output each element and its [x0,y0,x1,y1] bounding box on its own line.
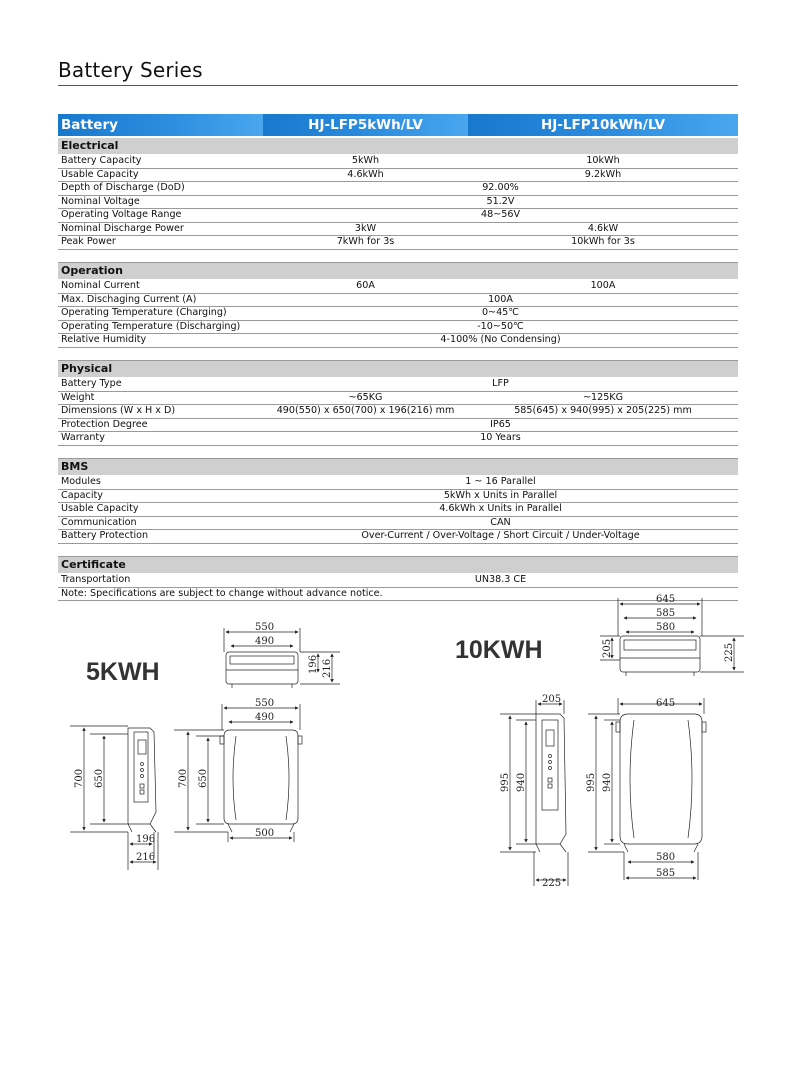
dim-5-side-216: 216 [136,852,156,863]
table-row [58,334,738,348]
row-value-shared: 92.00% [263,182,738,196]
row-value-5kwh: 4.6kWh [263,168,468,182]
row-value-shared: 0~45℃ [263,307,738,321]
dim-10-front-645: 645 [656,698,676,709]
dim-5-front-490: 490 [255,712,275,723]
title-divider [58,85,738,86]
row-label: Nominal Current [58,280,263,294]
table-row [58,195,738,209]
dim-10-top-580: 580 [656,622,676,633]
5kwh-top-view [224,628,340,688]
table-row [58,293,738,307]
table-row [58,432,738,446]
dim-10-top-205: 205 [602,638,613,658]
dim-5-side-700: 700 [74,768,85,788]
dim-10-top-585: 585 [656,608,676,619]
row-value-shared: 51.2V [263,195,738,209]
row-value-10kwh: 10kWh [468,155,738,169]
5kwh-side-view [70,726,158,870]
section-title: Certificate [58,557,738,574]
5kwh-front-view [174,704,302,842]
dim-10-top-225: 225 [724,642,735,662]
section-title: BMS [58,459,738,476]
spec-table [58,114,738,601]
row-value-shared: 4-100% (No Condensing) [263,334,738,348]
table-row [58,391,738,405]
header-model-5kwh: HJ-LFP5kWh/LV [263,114,468,137]
table-row [58,307,738,321]
row-label: Operating Temperature (Discharging) [58,320,263,334]
row-value-shared: LFP [263,378,738,392]
row-label: Communication [58,516,263,530]
row-label: Depth of Discharge (DoD) [58,182,263,196]
dim-10-front-585: 585 [656,868,676,879]
row-value-5kwh: 5kWh [263,155,468,169]
table-row [58,418,738,432]
table-row [58,378,738,392]
table-row [58,489,738,503]
row-value-10kwh: 100A [468,280,738,294]
label-5kwh: 5KWH [86,658,160,686]
row-value-shared: UN38.3 CE [263,574,738,588]
row-value-shared: -10~50℃ [263,320,738,334]
table-row [58,320,738,334]
label-10kwh: 10KWH [455,636,543,664]
dim-5-front-550: 550 [255,698,275,709]
section-header-row [58,263,738,280]
row-value-5kwh: 490(550) x 650(700) x 196(216) mm [263,405,468,419]
dim-5-top-550: 550 [255,622,275,633]
table-row [58,168,738,182]
section-header-row [58,459,738,476]
dim-10-front-995: 995 [586,772,597,792]
section-title: Operation [58,263,738,280]
table-row [58,155,738,169]
row-label: Warranty [58,432,263,446]
row-label: Usable Capacity [58,168,263,182]
page-title: Battery Series [58,58,203,82]
dim-5-top-490: 490 [255,636,275,647]
footnote: Note: Specifications are subject to change without advance notice. [58,587,738,601]
dim-10-side-995: 995 [500,772,511,792]
row-value-5kwh: 3kW [263,222,468,236]
row-value-5kwh: ~65KG [263,391,468,405]
dim-5-side-650: 650 [94,768,105,788]
section-gap [58,249,738,263]
row-label: Transportation [58,574,263,588]
row-value-10kwh: 10kWh for 3s [468,236,738,250]
dim-10-top-645: 645 [656,594,676,605]
row-value-10kwh: 4.6kW [468,222,738,236]
dimension-drawings [0,580,794,910]
table-row [58,503,738,517]
row-value-shared: 100A [263,293,738,307]
row-label: Nominal Discharge Power [58,222,263,236]
row-label: Dimensions (W x H x D) [58,405,263,419]
table-row [58,236,738,250]
dim-10-side-225: 225 [542,878,562,889]
row-value-shared: Over-Current / Over-Voltage / Short Circuit / Under-Voltage [263,530,738,544]
row-value-shared: 48~56V [263,209,738,223]
header-battery: Battery [58,114,263,137]
table-row [58,222,738,236]
row-label: Battery Protection [58,530,263,544]
row-value-shared: 10 Years [263,432,738,446]
header-model-10kwh: HJ-LFP10kWh/LV [468,114,738,137]
row-label: Peak Power [58,236,263,250]
row-label: Operating Voltage Range [58,209,263,223]
row-value-5kwh: 7kWh for 3s [263,236,468,250]
row-value-10kwh: 585(645) x 940(995) x 205(225) mm [468,405,738,419]
row-label: Battery Capacity [58,155,263,169]
row-label: Usable Capacity [58,503,263,517]
table-row [58,280,738,294]
row-value-shared: 1 ~ 16 Parallel [263,476,738,490]
dim-5-front-500: 500 [255,828,275,839]
dim-5-top-196: 196 [308,654,319,674]
section-header-row [58,557,738,574]
dim-5-top-216: 216 [322,658,333,678]
row-label: Nominal Voltage [58,195,263,209]
dim-5-front-650: 650 [198,768,209,788]
table-row [58,405,738,419]
table-row [58,476,738,490]
row-label: Capacity [58,489,263,503]
10kwh-side-view [500,700,568,886]
row-label: Operating Temperature (Charging) [58,307,263,321]
row-label: Battery Type [58,378,263,392]
row-label: Modules [58,476,263,490]
row-value-shared: 4.6kWh x Units in Parallel [263,503,738,517]
table-row [58,530,738,544]
table-header-row [58,114,738,137]
dim-5-side-196: 196 [136,834,156,845]
row-value-10kwh: ~125KG [468,391,738,405]
row-value-shared: IP65 [263,418,738,432]
row-label: Weight [58,391,263,405]
table-row [58,209,738,223]
section-title: Physical [58,361,738,378]
table-row [58,516,738,530]
dim-10-side-940: 940 [516,772,527,792]
row-label: Protection Degree [58,418,263,432]
section-gap [58,445,738,459]
section-title: Electrical [58,137,738,155]
section-gap [58,543,738,557]
row-label: Relative Humidity [58,334,263,348]
dim-5-front-700: 700 [178,768,189,788]
section-header-row [58,361,738,378]
dim-10-front-580: 580 [656,852,676,863]
row-value-shared: 5kWh x Units in Parallel [263,489,738,503]
section-gap [58,347,738,361]
row-value-shared: CAN [263,516,738,530]
row-value-10kwh: 9.2kWh [468,168,738,182]
dim-10-side-205: 205 [542,694,562,705]
table-row [58,182,738,196]
row-value-5kwh: 60A [263,280,468,294]
section-header-row [58,137,738,155]
dim-10-front-940: 940 [602,772,613,792]
row-label: Max. Dischaging Current (A) [58,293,263,307]
